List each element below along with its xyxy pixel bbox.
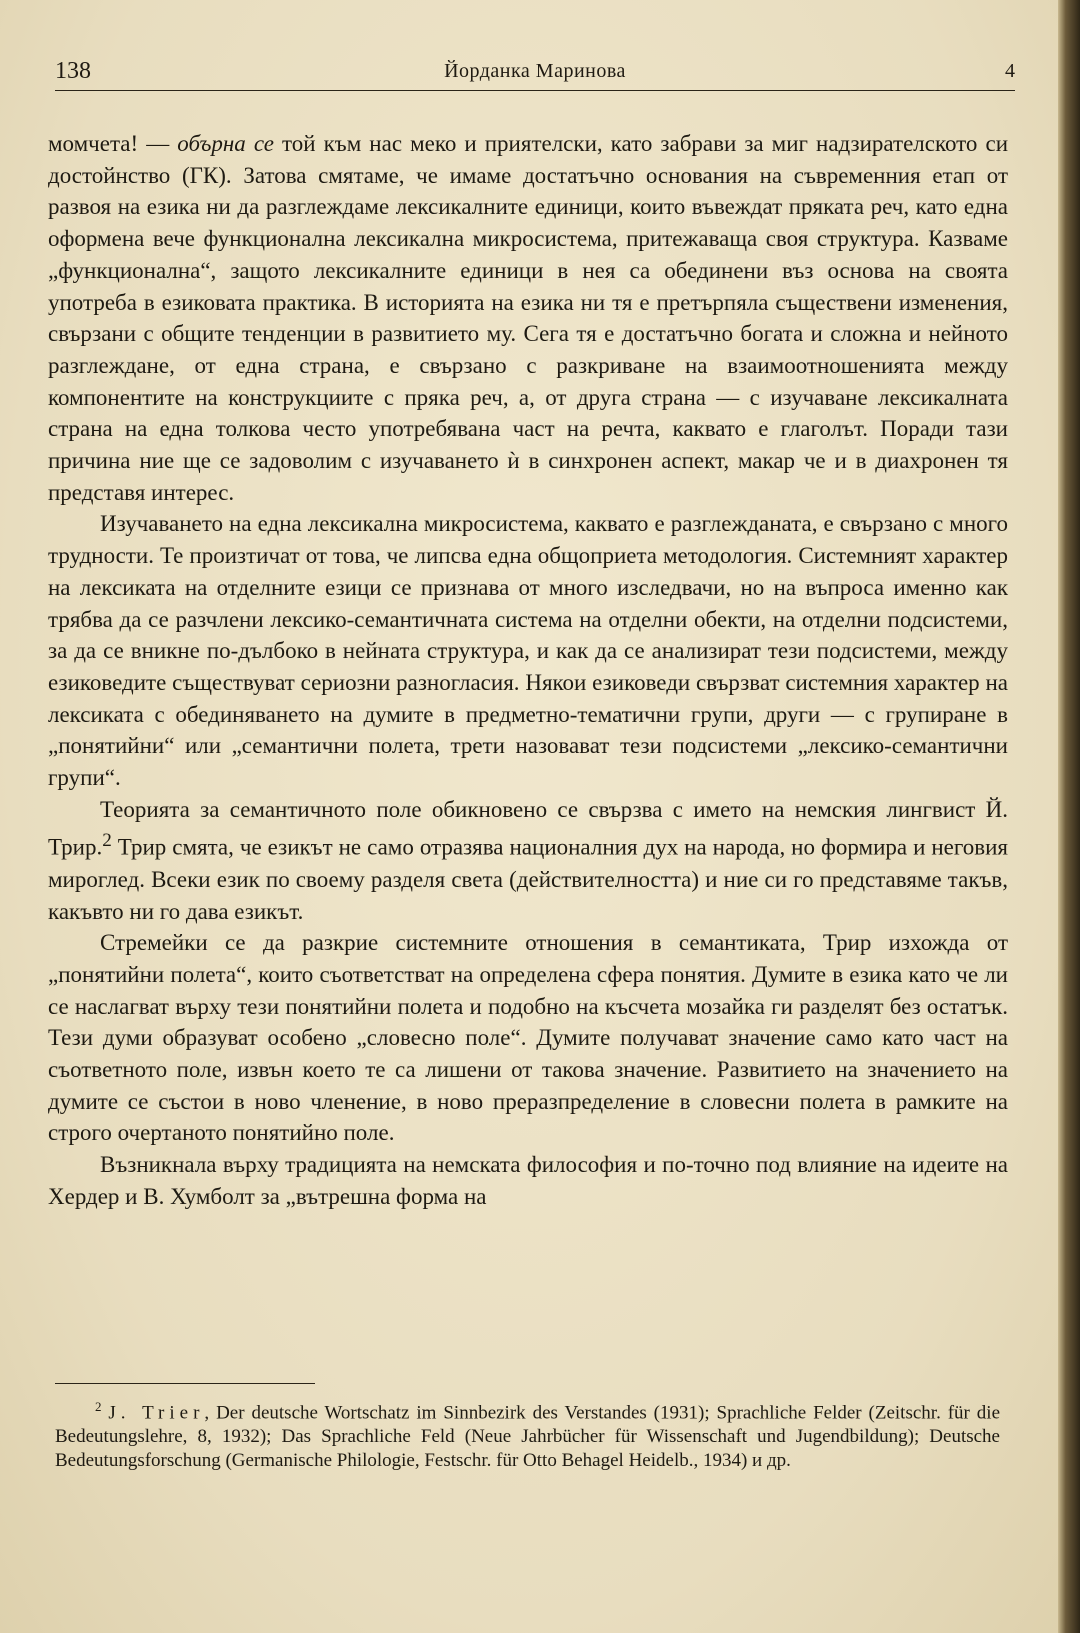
paragraph-4 — [48, 927, 1008, 1149]
text-span: той към нас меко и приятелски, като забрави за миг надзирателското си достойнство (ГК). Затова смятаме, че имаме достатъчно основания на съвременния етап от развоя на езика ни да разглеждаме лексикалните единици, които въвеждат пряката реч, като една оформена вече функционална лексикална микросистема, притежаваща своя структура. Казваме „функционална“, защото лексикалните единици в нея са обединени въз основа на своята употреба в езиковата практика. В историята на езика ни тя е претърпяла съществени изменения, свързани с общите тенденции в развитието му. Сега тя е достатъчно богата и сложна и нейното разглеждане, от една страна, е свързано с разкриване на взаимоотношенията между компонентите на конструкциите с пряка реч, а, от друга страна — с изучаване лексикалната страна на една толкова често употребявана част на речта, каквато е глаголът. Поради тази причина ние ще се задоволим с изучаването ѝ в синхронен аспект, макар че и в диахронен тя представя интерес. — [48, 131, 1008, 505]
running-header — [55, 58, 1015, 88]
section-number: 4 — [1005, 60, 1015, 82]
italic-verb: обърна се — [177, 131, 274, 156]
page-number: 138 — [55, 58, 91, 84]
footnote-rule — [55, 1383, 315, 1384]
footnote-text: , Der deutsche Wortschatz im Sinnbezirk des Verstandes (1931); Sprachliche Felder (Zeitschr. für die Bedeutungslehre, 8, 1932); Das Sprachliche Feld (Neue Jahrbücher für Wissenschaft und Jugendbildung); Deutsche Bedeutungsforschung (Germanische Philologie, Festschr. für Otto Behagel Heidelb., 1934) и др. — [55, 1402, 1000, 1472]
footnote-reference[interactable]: 2 — [102, 830, 112, 852]
text-span: Теорията за семантичното поле обикновено се свързва с името на немския лингвист Й. Трир. — [48, 796, 1008, 861]
text-span: Трир смята, че езикът не само отразява националния дух на народа, но формира и неговия мироглед. Всеки език по своему разделя света (действителността) и ние си го представяме такъв, какъвто ни го дава езикът. — [48, 835, 1008, 924]
text-span: Изучаването на една лексикална микросистема, каквато е разглежданата, е свързано с много трудности. Те произтичат от това, че липсва една общоприета методология. Системният характер на лексиката на отделните езици се признава от много изследвачи, но на въпроса именно как трябва да се разчлени лексико-семантичната система на отделни обекти, на отделни подсистеми, за да се вникне по-дълбоко в нейната структура, и как да се анализират тези подсистеми, между езиковедите съществуват сериозни разногласия. Някои езиковеди свързват системния характер на лексиката с обединяването на думите в предметно-тематични групи, други — с групиране в „понятийни“ или „семантични полета, трети назовават тези подсистеми „лексико-семантични групи“. — [48, 511, 1008, 791]
header-rule — [55, 90, 1015, 91]
paragraph-3 — [48, 794, 1008, 927]
book-spine-edge — [1058, 0, 1080, 1633]
footnote-marker: 2 — [95, 1399, 102, 1414]
running-title: Йорданка Маринова — [444, 60, 626, 82]
paragraph-5 — [48, 1149, 1008, 1212]
text-span: Стремейки се да разкрие системните отношения в семантиката, Трир изхожда от „понятийни полета“, които съответстват на определена сфера понятия. Думите в езика като че ли се наслагват върху тези понятийни полета и подобно на късчета мозайка ги разделят без остатък. Тези думи образуват особено „словесно поле“. Думите получават значение само като част на съответното поле, извън което те са лишени от такова значение. Развитието на значението на думите се състои в ново членение, в ново преразпределение в словесни полета в рамките на строго очертаното понятийно поле. — [48, 930, 1008, 1146]
footnote — [55, 1395, 1000, 1473]
main-text — [48, 128, 1008, 1213]
footnote-author: J. Trier — [108, 1402, 205, 1424]
paragraph-1 — [48, 128, 1008, 508]
paragraph-2 — [48, 508, 1008, 793]
text-span: момчета! — — [48, 131, 178, 156]
text-span: Възникнала върху традицията на немската философия и по-точно под влияние на идеите на Хердер и В. Хумболт за „вътрешна форма на — [48, 1152, 1008, 1209]
